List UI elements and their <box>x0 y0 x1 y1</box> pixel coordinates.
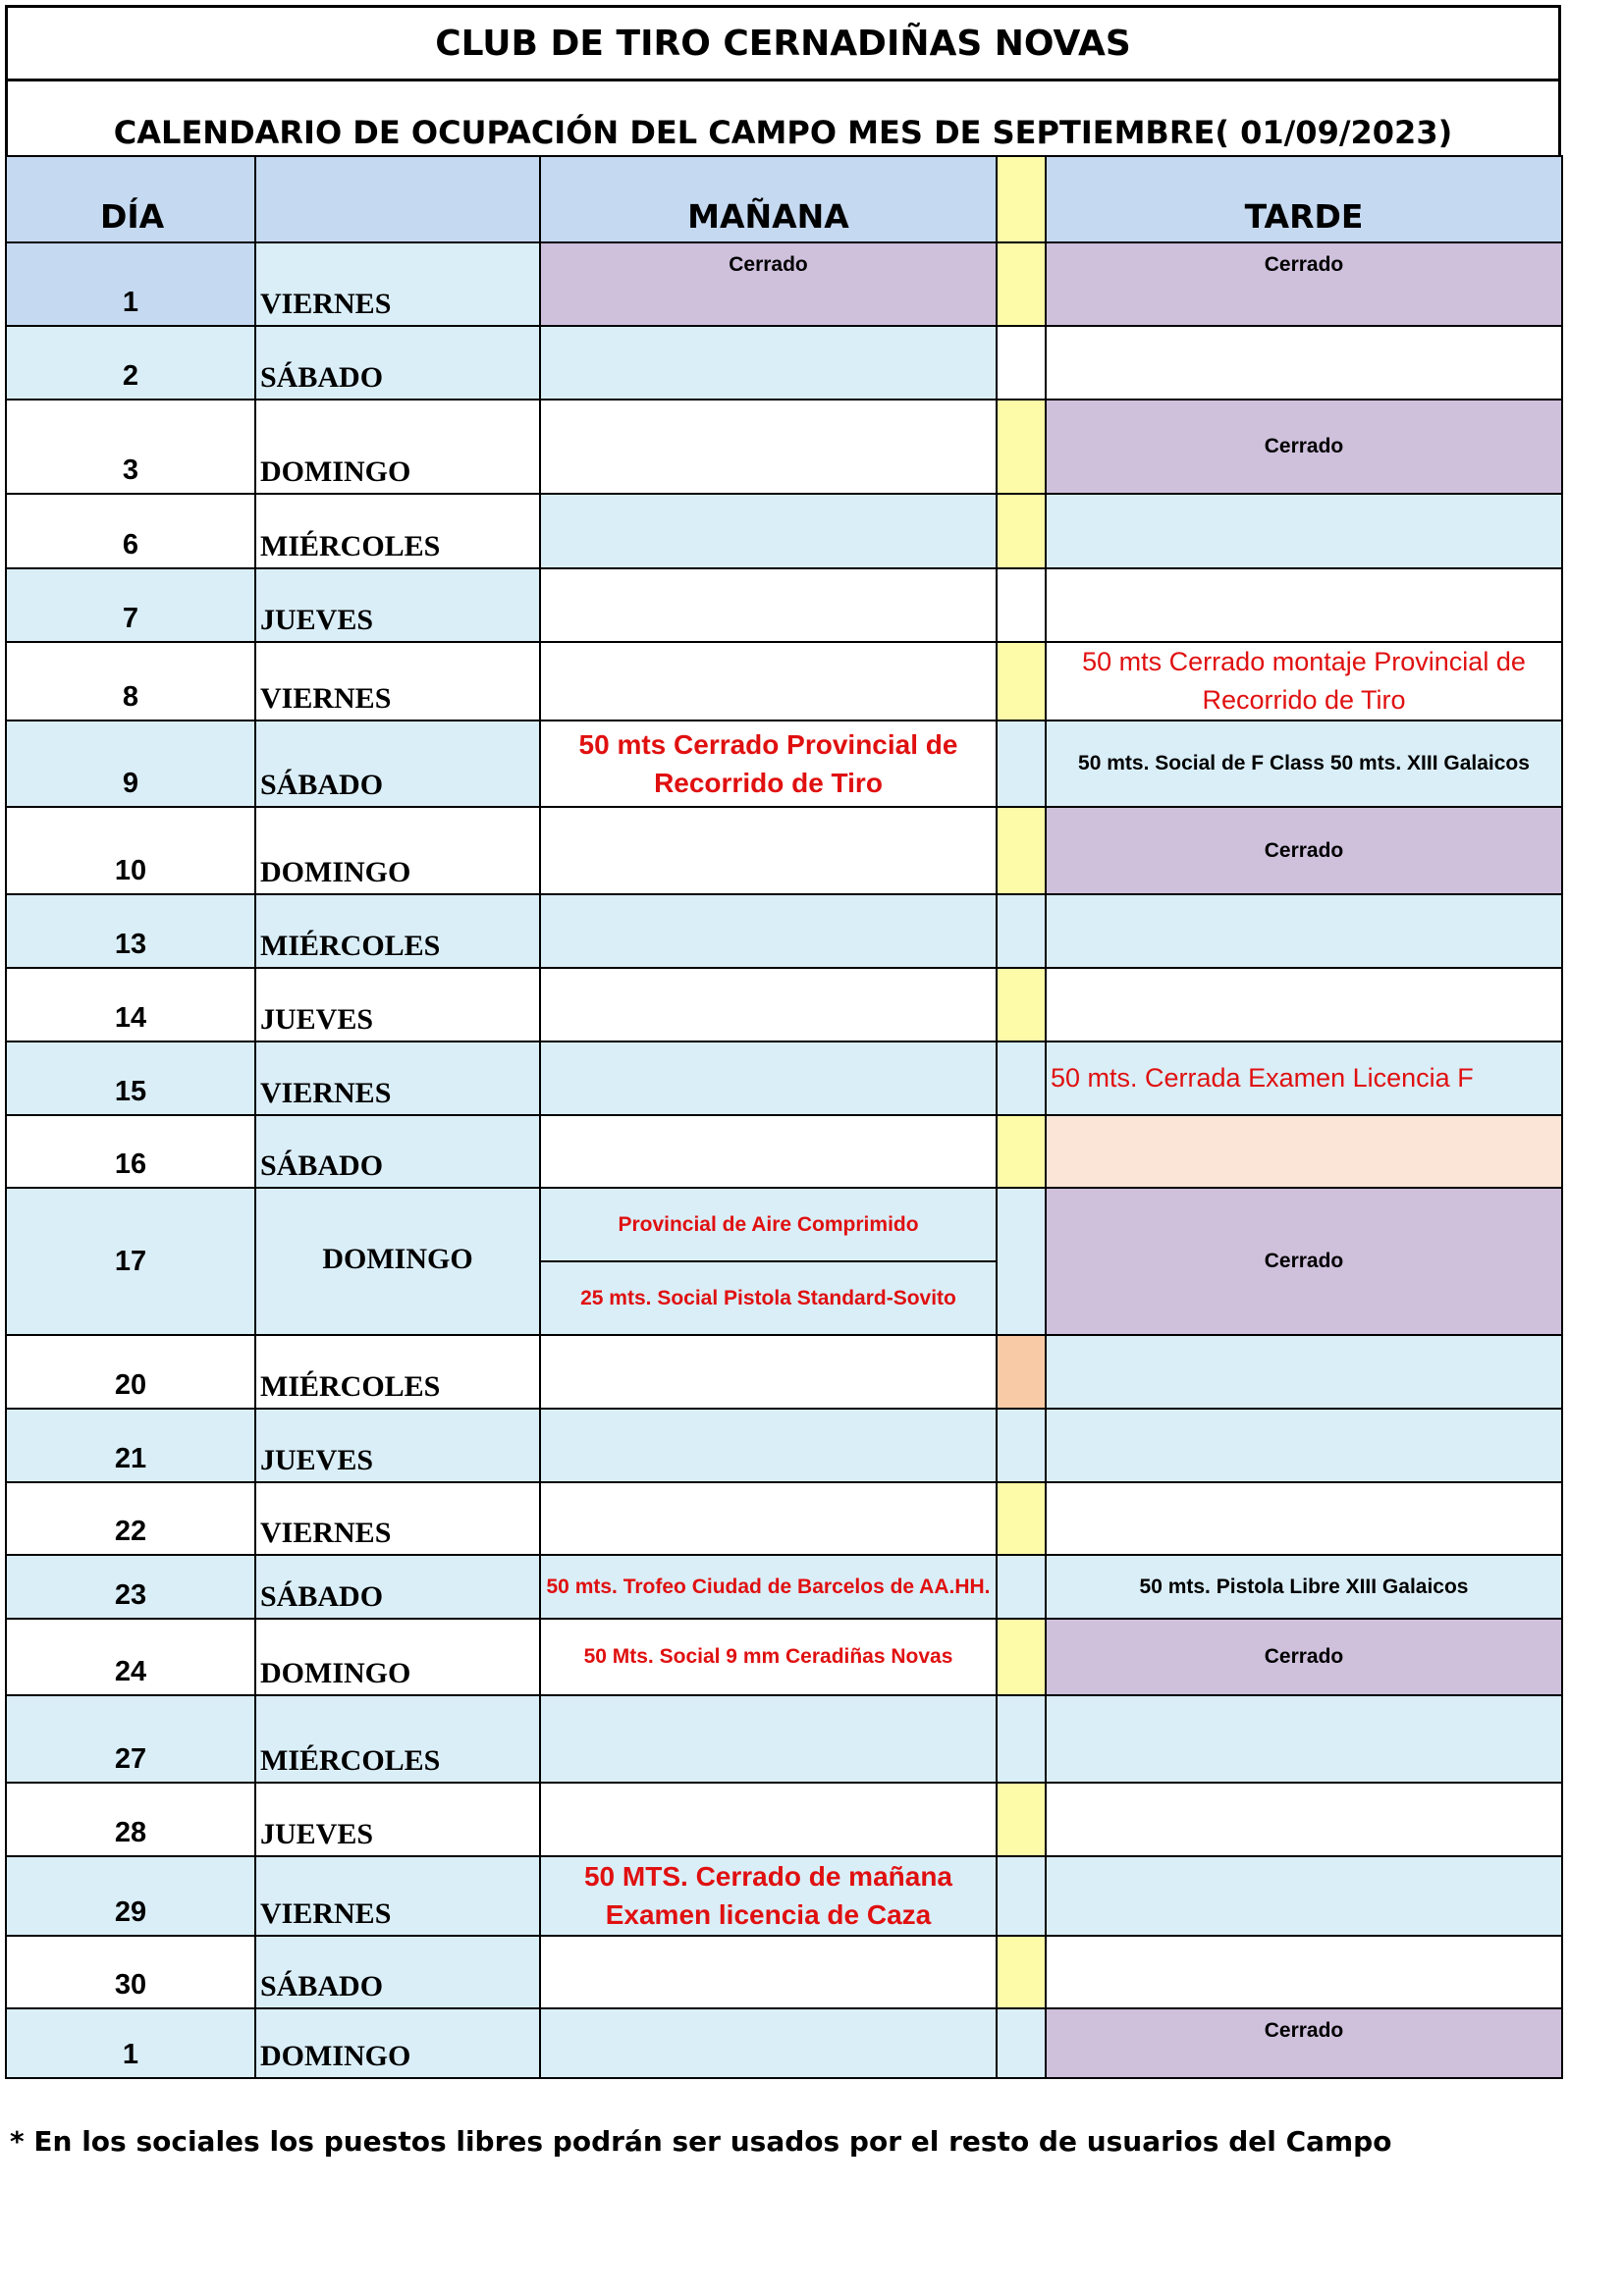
table-row <box>6 807 1562 894</box>
table-row <box>6 1409 1562 1482</box>
afternoon-cell <box>1046 568 1562 642</box>
separator-cell <box>997 1041 1046 1115</box>
separator-cell <box>997 2008 1046 2078</box>
afternoon-cell <box>1046 1409 1562 1482</box>
day-name: MIÉRCOLES <box>255 894 540 968</box>
table-row <box>6 1335 1562 1409</box>
separator-cell <box>997 568 1046 642</box>
afternoon-cell: 50 mts. Social de F Class 50 mts. XIII Galaicos <box>1046 721 1562 807</box>
day-number: 24 <box>6 1619 255 1695</box>
day-number: 2 <box>6 326 255 400</box>
day-name: DOMINGO <box>255 400 540 494</box>
afternoon-cell <box>1046 326 1562 400</box>
header-weekday <box>255 156 540 242</box>
afternoon-cell <box>1046 894 1562 968</box>
separator-cell <box>997 1482 1046 1555</box>
table-row <box>6 568 1562 642</box>
club-title: CLUB DE TIRO CERNADIÑAS NOVAS <box>5 5 1561 79</box>
morning-cell: Cerrado <box>540 242 997 326</box>
table-row <box>6 2008 1562 2078</box>
table-row <box>6 1695 1562 1783</box>
day-number: 9 <box>6 721 255 807</box>
afternoon-cell <box>1046 1695 1562 1783</box>
day-name: VIERNES <box>255 642 540 721</box>
separator-cell <box>997 1335 1046 1409</box>
header-separator <box>997 156 1046 242</box>
day-name: DOMINGO <box>255 2008 540 2078</box>
separator-cell <box>997 1783 1046 1856</box>
separator-cell <box>997 326 1046 400</box>
morning-cell <box>540 1335 997 1409</box>
morning-cell: Provincial de Aire Comprimido <box>540 1188 997 1261</box>
morning-cell <box>540 1482 997 1555</box>
header-row <box>6 156 1562 242</box>
separator-cell <box>997 894 1046 968</box>
day-number: 1 <box>6 2008 255 2078</box>
separator-cell <box>997 968 1046 1041</box>
day-number: 1 <box>6 242 255 326</box>
morning-cell <box>540 568 997 642</box>
header-manana: MAÑANA <box>540 156 997 242</box>
separator-cell <box>997 642 1046 721</box>
day-name: JUEVES <box>255 568 540 642</box>
morning-cell <box>540 400 997 494</box>
day-name: SÁBADO <box>255 1936 540 2008</box>
day-number: 28 <box>6 1783 255 1856</box>
footnote: * En los sociales los puestos libres podrán ser usados por el resto de usuarios del Campo <box>10 2125 1392 2158</box>
day-number: 13 <box>6 894 255 968</box>
morning-cell: 50 mts. Trofeo Ciudad de Barcelos de AA.HH. <box>540 1555 997 1619</box>
day-number: 20 <box>6 1335 255 1409</box>
separator-cell <box>997 1695 1046 1783</box>
day-name: SÁBADO <box>255 721 540 807</box>
morning-cell <box>540 642 997 721</box>
morning-cell: 50 MTS. Cerrado de mañana Examen licencia de Caza <box>540 1856 997 1935</box>
morning-cell <box>540 1115 997 1188</box>
day-name: DOMINGO <box>255 1188 540 1335</box>
day-number: 22 <box>6 1482 255 1555</box>
table-row <box>6 642 1562 721</box>
afternoon-cell <box>1046 1115 1562 1188</box>
afternoon-cell: Cerrado <box>1046 242 1562 326</box>
morning-cell <box>540 807 997 894</box>
morning-cell <box>540 1409 997 1482</box>
afternoon-cell <box>1046 968 1562 1041</box>
separator-cell <box>997 1936 1046 2008</box>
table-row <box>6 326 1562 400</box>
morning-cell <box>540 894 997 968</box>
table-row <box>6 1936 1562 2008</box>
day-name: SÁBADO <box>255 1555 540 1619</box>
header-dia: DÍA <box>6 156 255 242</box>
separator-cell <box>997 1188 1046 1335</box>
morning-cell <box>540 1695 997 1783</box>
day-number: 6 <box>6 494 255 568</box>
afternoon-cell <box>1046 1335 1562 1409</box>
afternoon-cell: Cerrado <box>1046 807 1562 894</box>
morning-cell <box>540 326 997 400</box>
header-tarde: TARDE <box>1046 156 1562 242</box>
separator-cell <box>997 1856 1046 1935</box>
separator-cell <box>997 1115 1046 1188</box>
afternoon-cell: Cerrado <box>1046 2008 1562 2078</box>
afternoon-cell: 50 mts. Pistola Libre XIII Galaicos <box>1046 1555 1562 1619</box>
table-row <box>6 1041 1562 1115</box>
day-number: 15 <box>6 1041 255 1115</box>
afternoon-cell <box>1046 1936 1562 2008</box>
day-name: DOMINGO <box>255 807 540 894</box>
afternoon-cell <box>1046 1856 1562 1935</box>
afternoon-cell: 50 mts. Cerrada Examen Licencia F <box>1046 1041 1562 1115</box>
day-name: VIERNES <box>255 1041 540 1115</box>
table-row <box>6 400 1562 494</box>
day-name: VIERNES <box>255 1856 540 1935</box>
day-name: MIÉRCOLES <box>255 1695 540 1783</box>
separator-cell <box>997 494 1046 568</box>
table-row <box>6 1555 1562 1619</box>
day-number: 7 <box>6 568 255 642</box>
afternoon-cell: Cerrado <box>1046 400 1562 494</box>
separator-cell <box>997 1409 1046 1482</box>
day-number: 16 <box>6 1115 255 1188</box>
table-row <box>6 968 1562 1041</box>
day-name: JUEVES <box>255 1409 540 1482</box>
table-row <box>6 1856 1562 1935</box>
day-number: 10 <box>6 807 255 894</box>
day-name: SÁBADO <box>255 1115 540 1188</box>
day-number: 14 <box>6 968 255 1041</box>
afternoon-cell: Cerrado <box>1046 1188 1562 1335</box>
day-name: MIÉRCOLES <box>255 494 540 568</box>
separator-cell <box>997 1555 1046 1619</box>
table-row <box>6 1115 1562 1188</box>
calendar-sheet <box>5 5 1561 2079</box>
calendar-subtitle: CALENDARIO DE OCUPACIÓN DEL CAMPO MES DE SEPTIEMBRE( 01/09/2023) <box>5 79 1561 155</box>
table-row <box>6 1619 1562 1695</box>
day-number: 21 <box>6 1409 255 1482</box>
day-name: DOMINGO <box>255 1619 540 1695</box>
afternoon-cell <box>1046 1482 1562 1555</box>
table-row <box>6 721 1562 807</box>
day-name: JUEVES <box>255 968 540 1041</box>
table-row <box>6 494 1562 568</box>
day-number: 30 <box>6 1936 255 2008</box>
day-number: 29 <box>6 1856 255 1935</box>
morning-cell <box>540 1041 997 1115</box>
day-name: VIERNES <box>255 242 540 326</box>
separator-cell <box>997 721 1046 807</box>
occupancy-table <box>5 155 1563 2079</box>
day-number: 23 <box>6 1555 255 1619</box>
day-number: 27 <box>6 1695 255 1783</box>
separator-cell <box>997 807 1046 894</box>
afternoon-cell <box>1046 1783 1562 1856</box>
day-number: 17 <box>6 1188 255 1335</box>
morning-cell <box>540 1783 997 1856</box>
morning-cell <box>540 1936 997 2008</box>
day-number: 8 <box>6 642 255 721</box>
afternoon-cell: 50 mts Cerrado montaje Provincial de Recorrido de Tiro <box>1046 642 1562 721</box>
separator-cell <box>997 400 1046 494</box>
morning-cell <box>540 2008 997 2078</box>
table-row <box>6 1188 1562 1261</box>
morning-cell-second: 25 mts. Social Pistola Standard-Sovito <box>540 1261 997 1335</box>
table-row <box>6 1783 1562 1856</box>
day-name: VIERNES <box>255 1482 540 1555</box>
table-row <box>6 1482 1562 1555</box>
afternoon-cell: Cerrado <box>1046 1619 1562 1695</box>
table-row <box>6 242 1562 326</box>
morning-cell: 50 Mts. Social 9 mm Ceradiñas Novas <box>540 1619 997 1695</box>
morning-cell <box>540 494 997 568</box>
day-name: MIÉRCOLES <box>255 1335 540 1409</box>
separator-cell <box>997 1619 1046 1695</box>
morning-cell <box>540 968 997 1041</box>
day-name: SÁBADO <box>255 326 540 400</box>
table-row <box>6 894 1562 968</box>
day-number: 3 <box>6 400 255 494</box>
morning-cell: 50 mts Cerrado Provincial de Recorrido de Tiro <box>540 721 997 807</box>
separator-cell <box>997 242 1046 326</box>
day-name: JUEVES <box>255 1783 540 1856</box>
afternoon-cell <box>1046 494 1562 568</box>
